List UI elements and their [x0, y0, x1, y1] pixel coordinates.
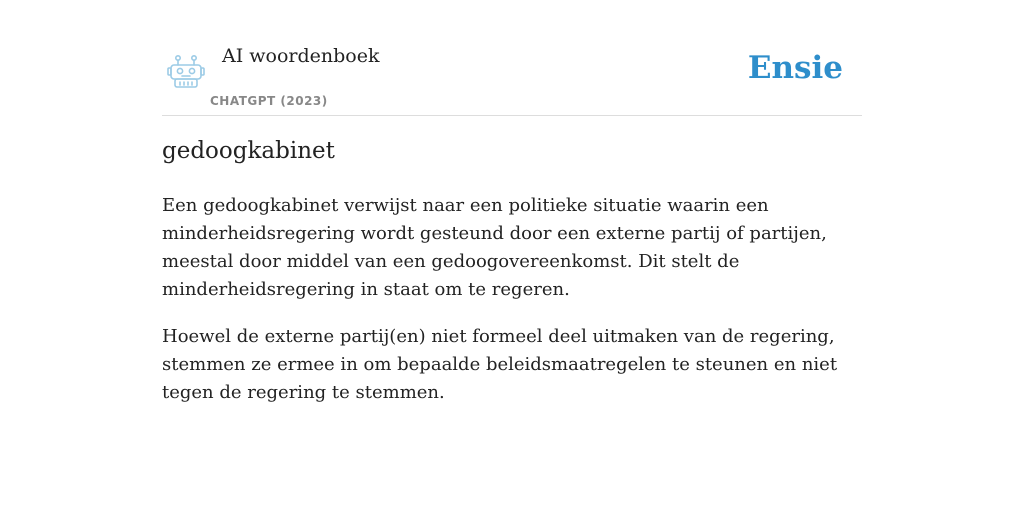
entry-definition — [162, 192, 866, 426]
page — [162, 0, 862, 403]
definition-paragraph: Hoewel de externe partij(en) niet formeel deel uitmaken van de regering, stemmen ze ermee in om bepaalde beleidsmaatregelen te steunen en niet tegen de regering te stemmen. — [162, 326, 838, 403]
header — [162, 0, 862, 116]
robot-icon — [166, 52, 206, 90]
definition-paragraph: Een gedoogkabinet verwijst naar een politieke situatie waarin een minderheidsregering wordt gesteund door een externe partij of partijen, meestal door middel van een gedoogovereenkomst. Dit stelt de minderheidsregering in staat om te regeren. — [162, 195, 827, 300]
entry-term: gedoogkabinet — [162, 138, 335, 164]
dictionary-title[interactable]: AI woordenboek — [222, 45, 380, 67]
source-label: CHATGPT (2023) — [210, 94, 328, 108]
ensie-logo-link[interactable]: Ensie — [747, 50, 843, 86]
